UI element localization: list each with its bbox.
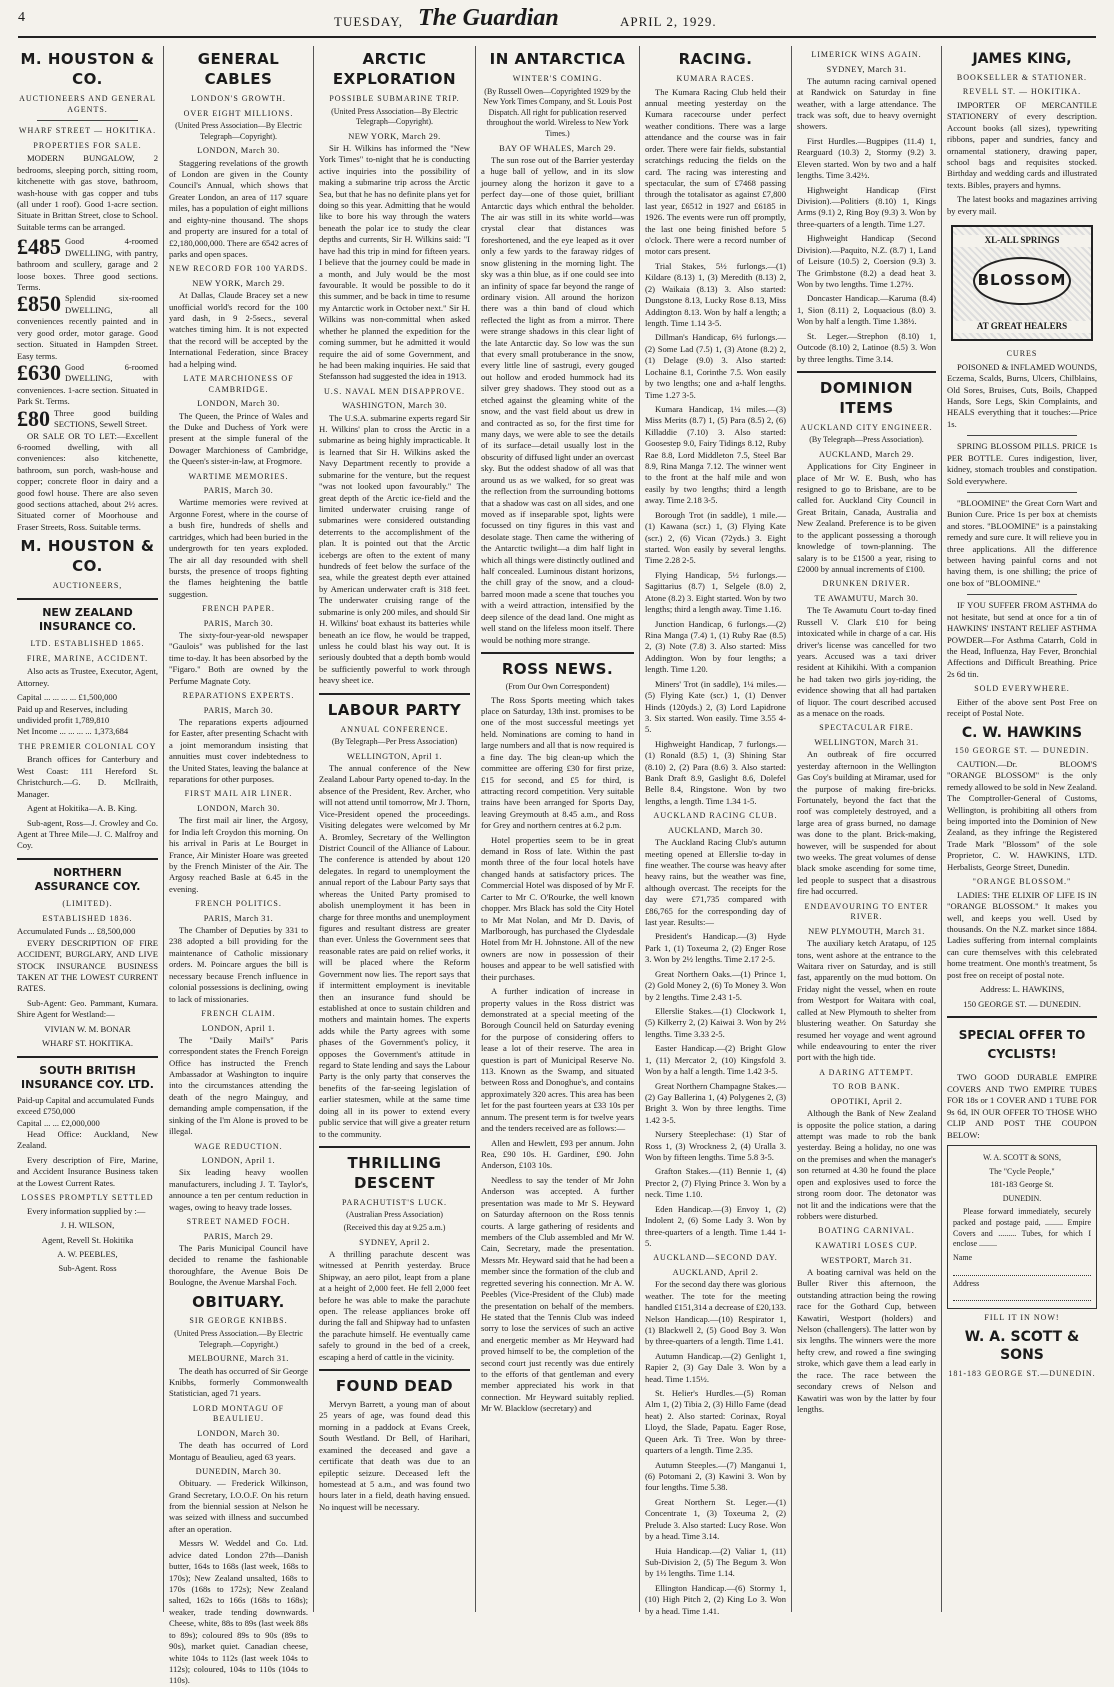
- ad-text: Accumulated Funds ... £8,500,000: [17, 926, 136, 937]
- ad-heading: M. HOUSTON & CO.: [20, 50, 155, 88]
- ad-text: POISONED & INFLAMED WOUNDS, Eczema, Scalds, Burns, Ulcers, Chilblains, Old Sores, Bruises, Cuts, Boils, Chapped Hands, Sore Legs, Skin Complaints, and HEALS everything that it touches:—Price 1s.: [947, 361, 1097, 429]
- article-headline: PARACHUTIST'S LUCK.: [341, 1197, 448, 1207]
- article-dateline: LONDON, April 1.: [201, 1023, 276, 1033]
- section-heading: IN ANTARCTICA: [489, 50, 626, 68]
- column-ads-houston: [12, 46, 164, 1612]
- article-body: The annual conference of the New Zealand Labour Party opened to-day. In the absence of the President, Rev. Archer, who will not attend until tomorrow, Mr J. Thorn, Vice-President opened the proceedings. Visiting delegates were welcomed by Mr A. Bromley, Secretary of the Wellington District Council of the Alliance of Labour. The conference is attended by about 120 delegates. In regard to unemployment the annual report of the Labour Party says that whereas the United Party promised to abolish unemployment it has been in charge for three months and unemployment figures and resultant distress are greater than ever. Unless the Government sees that reasonable rates are paid on relief works, it will be placed where the Reform Government now lies. The report says that if intermittent employment is inevitable then an insurance fund should be established at once to sustain children and mothers and maintain homes. The experts adds while the Party agrees with some phases of the Government's policy, it opposes the Government's attitude in regard to State lending and says the Labour Party is the only party that conserves the benefits of the far-seeing legislation of earlier statesmen, while at the same time doing all in its power to extend every public service that will give a greater return to the community.: [319, 763, 470, 1139]
- divider: [17, 598, 158, 600]
- ad-text: Head Office: Auckland, New Zealand.: [17, 1129, 158, 1151]
- article-dateline: PARIS, March 30.: [203, 486, 274, 496]
- masthead-title: The Guardian: [418, 5, 559, 31]
- race-result: Kumara Handicap, 1¼ miles.—(3) Miss Merits (8.7) 1, (5) Para (8.5) 2, (6) Killaddie (7.10) 3. Also started: Goosestep 9.0, Fairy Tidings 8.12, Ruby Rae 8.8, Lord Middleton 7.5, Steel Bar 8.9, Rina Manga 7.12. The winner went to the front at the half mile and won easily by two lengths; third a length away. Time 2.18 3-5.: [645, 403, 786, 506]
- article-headline: ENDEAVOURING TO ENTER RIVER.: [804, 901, 929, 922]
- article-dateline: LONDON, March 30.: [197, 146, 280, 156]
- race-result: Junction Handicap, 6 furlongs.—(2) Rina Manga (7.4) 1, (1) Ruby Rae (8.5) 2, (3) Note (7.8) 3. Also started: Miss Addington. Won by four lengths; a length. Time 1.20.: [645, 618, 786, 675]
- coupon-text: The "Cycle People,": [989, 1166, 1055, 1176]
- article-headline: ANNUAL CONFERENCE.: [340, 724, 449, 734]
- article-headline: DRUNKEN DRIVER.: [822, 579, 911, 589]
- article-dateline: SYDNEY, March 31.: [826, 64, 907, 74]
- ad-listing: Good 4-roomed DWELLING, with pantry, bathroom and scullery, garage and 2 loose boxes. Three good sections. Terms.: [17, 236, 158, 293]
- ad-heading: JAMES KING,: [972, 51, 1072, 67]
- article-body: The death has occurred of Sir George Knibbs, formerly Commonwealth Statistician, aged 71 years.: [169, 1365, 308, 1399]
- column-racing: [640, 46, 792, 1616]
- column-arctic: [314, 46, 476, 1612]
- ad-text: VIVIAN W. M. BONAR: [44, 1023, 131, 1034]
- race-result: Highweight Handicap, 7 furlongs.—(1) Ronald (8.5) 1, (3) Shining Star (8.10) 2, (2) Para (8.6) 3. Also started: Bank Draft 8.9, Gaslight 8.6, Dolefel Belle 8.4, Ringstone. Won by two lengths, a length. Time 1.34 1-5.: [645, 738, 786, 806]
- article-headline: POSSIBLE SUBMARINE TRIP.: [329, 93, 460, 103]
- article-body: The Chamber of Deputies by 331 to 238 adopted a bill providing for the maintenance of Catholic missionary orders. M. Poincare argues the bill is necessary because French influence in colonial possessions is declining, owing to lack of missionaries.: [169, 925, 308, 1004]
- ad-price: £80: [17, 405, 50, 431]
- emblem-bottom-text: AT GREAT HEALERS: [953, 321, 1091, 333]
- article-credit: (By Russell Owen—Copyrighted 1929 by the New York Times Company, and St. Louis Post Dispatch. All right for publication reserved throughout the world. Wireless to New York Times.): [483, 86, 632, 139]
- ad-text: FIRE, MARINE, ACCIDENT.: [26, 653, 149, 663]
- article-dateline: AUCKLAND, April 2.: [672, 1268, 759, 1278]
- ad-listing: OR SALE OR TO LET:—Excellent 6-roomed dwelling, with all conveniences: also kitchenette, bathroom, sun porch, wash-house and copper; concrete floor in dairy and a good fowl house. There are also seven good sections attached, about 2½ acres. Situated corner of Moorhouse and Fraser Streets, Ross. Suitable terms.: [17, 430, 158, 532]
- article-dateline: WELLINGTON, March 31.: [814, 738, 919, 748]
- article-headline: WARTIME MEMORIES.: [188, 471, 289, 481]
- orange-blossom-emblem: [951, 225, 1093, 341]
- article-body: Sir H. Wilkins has informed the "New York Times" to-night that he is conducting active inquiries into the possibility of making a submarine trip across the Arctic Sea, but that he has no definite plans yet for doing so this year. Admitting that he would like to bore his way through the waters beneath the polar ice to study the clear depths and currents, Sir H. Wilkins said: "I have had this trip in mind for fifteen years. I believe that the journey could be made in a month, and July would be the most favourable. It would be possible to do it this summer, and be back in time to resume my Antarctic work in October next." Sir H. Wilkins was non-committal when asked whether he planned the expedition for the coming summer, but he admitted it would require the aid of some Government, and he had been making inquiries. He said that Stefansson had suggested the idea in 1913.: [319, 142, 470, 382]
- ad-text: BOOKSELLER & STATIONER.: [956, 72, 1088, 82]
- ad-text: Paid-up Capital and accumulated Funds exceed £750,000: [17, 1094, 154, 1117]
- ad-text: 181-183 GEORGE ST.—DUNEDIN.: [948, 1369, 1096, 1379]
- article-body: The first mail air liner, the Argosy, for India left Croydon this morning. On his arrival in Paris at Le Bourget in France, Air Minister Hoare was greeted by the French Minister of the Air. The Argosy reached Basle at 6.45 in the evening.: [169, 815, 308, 894]
- article-dateline: MELBOURNE, March 31.: [188, 1354, 289, 1364]
- divider: [17, 858, 158, 860]
- ad-text: Either of the above sent Post Free on receipt of Postal Note.: [947, 696, 1097, 719]
- divider: [319, 1146, 470, 1148]
- article-credit: (United Press Association.—By Electric Telegraph.—Copyright.): [174, 1329, 303, 1349]
- article-body: Applications for City Engineer in place of Mr W. E. Bush, who has resigned to go to Brisbane, are to be called for. Auckland City Council in Great Britain, Canada, Australia and New Zealand. Preference is to be given to the applicant possessing a thorough knowledge of town-planning. The salary is to be £1500 a year, rising to £2000 by annual increments of £100.: [797, 461, 936, 575]
- coupon[interactable]: [947, 1145, 1097, 1309]
- ad-listing: MODERN BUNGALOW, 2 bedrooms, sleeping porch, sitting room, kitchenette with gas stove, bathroom, wash-house with gas copper and tubs (all under 1 roof). Good 1-acre section. Situate in Brittan Street, close to School. Suitable terms can be arranged.: [17, 153, 158, 232]
- article-body: The "Daily Mail's" Paris correspondent states the French Foreign Office has instructed the French Ambassador at Washington to inquire into the circumstances attending the death of the negro Mainguy, and demanding ample compensation, if the sinking of the I'm Alone is proved to be illegal.: [169, 1034, 308, 1137]
- article-body: The U.S.A. submarine experts regard Sir H. Wilkins' plan to cross the Arctic in a submarine as being highly impracticable. It is learned that Sir H. Wilkins asked the Navy Department recently to provide a submarine for the venture, but the request "was not looked upon favourably." The great depth of the Arctic ice-field and the limited underwater cruising range of submarines were considered outstanding deterrents to the accomplishment of the plan. It is pointed out that the Arctic icebergs are often to the extent of many hundreds of feet below the surface of the sea, while the greatest depth ever attained by American underwater craft is 318 feet. The underwater cruising range of the submarine is only 200 miles, and should Sir H. Wilkins' boat exhaust its batteries while beneath an ice flow, he would be trapped, unless he could blast his way out. It is seriously doubted that a depth bomb would be sufficiently powerful to work through heavy sheet ice.: [319, 412, 470, 686]
- masthead: [18, 4, 1096, 38]
- divider: [967, 435, 1077, 436]
- divider: [967, 492, 1077, 493]
- section-heading: OBITUARY.: [192, 1292, 285, 1311]
- ad-text: Also acts as Trustee, Executor, Agent, Attorney.: [17, 666, 158, 688]
- ad-listing: Three good building SECTIONS, Sewell Street.: [54, 407, 158, 430]
- ad-text: Capital ... ... £2,000,000: [17, 1117, 100, 1128]
- section-heading: RACING.: [678, 50, 753, 68]
- section-heading: ARCTIC EXPLORATION: [332, 50, 457, 88]
- coupon-address-field[interactable]: [953, 1289, 1091, 1301]
- column-ads-right: [942, 46, 1102, 1612]
- ad-price: £850: [17, 291, 61, 317]
- race-result: Trial Stakes, 5½ furlongs.—(1) Kildare (8.13) 1, (3) Meredith (8.13) 2, (2) Waikaia (8.13) 3. Also started: Dungstone 8.13, Lucky Rose 8.13, Miss Addington 8.13. Won by half a length; a length. Time 1.14 3-5.: [645, 260, 786, 328]
- article-body: At Dallas, Claude Bracey set a new unofficial world's record for the 100 yard dash, in 9 2-5secs., several watches timing him. It is not expected that the record will be accepted by the International Federation, since Bracey had a helping wind.: [169, 290, 308, 369]
- ad-heading: NEW ZEALAND INSURANCE CO.: [38, 605, 137, 634]
- article-body: Mervyn Barrett, a young man of about 25 years of age, was found dead this morning in a paddock at Evans Creek, South Westland. Dr Bell, of Harihari, examined the deceased and gave a certificate that death was due to an epileptic seizure. Deceased left the homestead at 5 a.m., and was found two hours later in a field, death having ensued. No inquest will be necessary.: [319, 1399, 470, 1512]
- column-dominion: [792, 46, 942, 1612]
- emblem-blossom-text: BLOSSOM: [973, 257, 1071, 305]
- ad-text: J. H. WILSON,: [60, 1220, 115, 1231]
- coupon-text: Please forward immediately, securely packed and postage paid, ......... Empire Covers and ......... Tubes, for which I enclose .........: [953, 1207, 1091, 1249]
- ad-listing: Splendid six-roomed DWELLING, all conveniences recently painted and in very good order, motor garage. Good section. Situated in Hampden Street. Easy terms.: [17, 293, 158, 361]
- article-headline: FRENCH CLAIM.: [201, 1008, 276, 1018]
- article-dateline: NEW YORK, March 29.: [192, 278, 285, 288]
- ad-text: Paid up and Reserves, including undivided profit 1,789,810: [17, 703, 128, 725]
- article-credit: (United Press Association—By Electric Telegraph—Copyright).: [331, 106, 458, 127]
- ad-price: £630: [17, 359, 61, 385]
- article-body: Obituary. — Frederick Wilkinson, Grand Secretary, I.O.O.F. On his return from the biennial session at Nelson he was seized with illness and succumbed after an operation.: [169, 1478, 308, 1534]
- article-body: The reparations experts adjourned for Easter, after presenting Schacht with a joint memorandum insisting that annuities must cover indebtedness to the United States, leaving the balance at reparations for other purposes.: [169, 716, 308, 785]
- coupon-address-label: Address: [953, 1278, 980, 1288]
- page-number: 4: [18, 10, 26, 25]
- article-headline: LATE MARCHIONESS OF CAMBRIDGE.: [183, 374, 294, 394]
- ad-subheading: CURES: [1006, 349, 1038, 359]
- article-dateline: AUCKLAND, March 29.: [818, 450, 915, 460]
- article-body: The auxiliary ketch Aratapu, of 125 tons, went ashore at the entrance to the Waitara river on Saturday, and is still fast, apparently on the mud bottom. On Friday night the vessel, when en route from Westport for Waitara with coal, called at New Plymouth to shelter from blustering weather. On Saturday she resumed her voyage and went aground while endeavouring to enter the river port with the high tide.: [797, 938, 936, 1063]
- ad-text: Address: L. HAWKINS,: [979, 984, 1065, 995]
- article-headline: REPARATIONS EXPERTS.: [182, 691, 295, 701]
- ad-heading: C. W. HAWKINS: [961, 724, 1083, 741]
- article-body: Needless to say the tender of Mr John Anderson was accepted. A further presentation was made to Mr S. Heyward on Saturday afternoon on the Ross tennis courts. A large gathering of residents and members of the Club assembled and Mr W. Cain, Secretary, made the presentation. Messrs Mr. Heyward said that he had been a member since the formation of the club and regretted severing his connection. Mr A. W. Peebles (Vice-President of the Club) made the presentation on behalf of the members. He stated that the Tennis Club was indeed sorry to lose the services of such an active and energetic member as Mr Heyward had proved himself to be, the completion of the second court just recently was due entirely to the efforts of that gentleman and every member appreciated his work in that connection. Mr Heyward suitably replied. Mr W. Blacklow (secretary) and: [481, 1174, 634, 1414]
- ad-text: SPRING BLOSSOM PILLS. PRICE 1s PER BOTTLE. Cures indigestion, liver, kidney, stomach troubles and constipation. Sold everywhere.: [947, 441, 1097, 486]
- ad-text: Sub-agent, Ross—J. Crowley and Co. Agent at Three Mile—J. C. Malfroy and Coy.: [17, 817, 158, 851]
- ad-text: Agent, Revell St. Hokitika: [41, 1234, 134, 1245]
- section-heading: ROSS NEWS.: [501, 660, 614, 678]
- ad-text: EVERY DESCRIPTION OF FIRE ACCIDENT, BURGLARY, AND LIVE STOCK INSURANCE BUSINESS TAKEN AT THE LOWEST CURRENT RATES.: [17, 937, 158, 994]
- race-result: Nursery Steeplechase: (1) Star of Ross 1, (3) Wrockness 2, (4) Uralla 3. Won by fifteen lengths. Time 5.8 3-5.: [645, 1129, 786, 1163]
- columns: [12, 46, 1102, 1686]
- article-headline: SIR GEORGE KNIBBS.: [189, 1316, 288, 1326]
- article-headline: TO ROB BANK.: [832, 1082, 901, 1092]
- ad-text: Every description of Fire, Marine, and Accident Insurance Business taken at the Lowest Current Rates.: [17, 1154, 158, 1188]
- section-heading: LABOUR PARTY: [327, 700, 462, 719]
- column-general-cables: [164, 46, 314, 1686]
- race-result: Huia Handicap.—(2) Valiar 1, (11) Sub-Division 2, (5) The Begum 3. Won by 1½ lengths. Time 1.14.: [645, 1545, 786, 1579]
- divider: [319, 693, 470, 695]
- ad-text: WHARF STREET — HOKITIKA.: [18, 126, 157, 136]
- ad-text: Sub-Agent. Ross: [58, 1263, 117, 1274]
- ad-text: Agent at Hokitika—A. B. King.: [27, 803, 138, 814]
- ad-text: CAUTION.—Dr. BLOOM'S "ORANGE BLOSSOM" is the only remedy allowed to be sold in New Zealand. The Comptroller-General of Customs, Wellington, is prohibiting all others from being imported into the Dominion of New Zealand, as they infringe the Registered Trade Mark "Blossom" of the sole Proprietor, C. W. HAWKINS, LTD. Herbalists, George Street, Dunedin.: [947, 758, 1097, 872]
- ad-text: 150 GEORGE ST. — DUNEDIN.: [963, 998, 1081, 1009]
- race-result: Great Northern St. Leger.—(1) Concentrate 1, (3) Toxeuma 2, (2) Prelude 3. Also started: Lucy Rose. Won by a head. Time 3.14.: [645, 1496, 786, 1542]
- ad-text: AUCTIONEERS AND GENERAL AGENTS.: [19, 93, 156, 114]
- article-body: Staggering revelations of the growth of London are given in the County Council's Annual, which shows that Greater London, an area of 117 square miles, has a population of eight millions and eighty-nine thousand. The shops and property are insured for a total of £2,180,000,000. There are 6542 acres of parks and open spaces.: [169, 157, 308, 259]
- article-headline: LONDON'S GROWTH.: [191, 93, 286, 103]
- article-dateline: NEW PLYMOUTH, March 31.: [808, 926, 925, 936]
- column-antarctica: [476, 46, 640, 1612]
- article-body: The Paris Municipal Council have decided to rename the fashionable thoroughfare, the Avenue Bois De Boulogne, the Avenue Marshal Foch.: [169, 1242, 308, 1288]
- ad-text: REVELL ST. — HOKITIKA.: [962, 87, 1082, 97]
- article-credit: (From Our Own Correspondent): [505, 681, 610, 691]
- ad-text: (LIMITED).: [62, 899, 113, 909]
- article-headline: WINTER'S COMING.: [512, 73, 603, 83]
- section-heading: DOMINION ITEMS: [819, 378, 914, 417]
- article-headline: KUMARA RACES.: [676, 73, 755, 83]
- race-result: Grafton Stakes.—(11) Bennie 1, (4) Prector 2, (7) Flying Prince 3. Won by a neck. Time 1.10.: [645, 1166, 786, 1200]
- article-headline: NEW RECORD FOR 100 YARDS.: [169, 264, 309, 274]
- article-headline: STREET NAMED FOCH.: [186, 1217, 291, 1227]
- article-body: The Te Awamutu Court to-day fined Russell V. Clark £10 for being intoxicated while in charge of a car. His driver's license was cancelled for two years. Accused was a taxi driver resident at Kihikihi. With a companion he had taken two girls joy-riding, the evidence showing that all had partaken of liquor. The court described accused as a menace on the roads.: [797, 605, 936, 719]
- divider: [17, 1056, 158, 1058]
- article-body: A thrilling parachute descent was witnessed at Penrith yesterday. Bruce Shipway, an aero pilot, leapt from a plane at a height of 2,000 feet. He fell 2,000 feet before he was able to make the parachute open. The release appliances broke off during the fall and Shipway had to unfasten the parachute himself. He eventually came safely to ground in the bed of a creek, escaping a herd of cattle in the vicinity.: [319, 1248, 470, 1362]
- divider: [947, 1016, 1097, 1018]
- article-body: Six leading heavy woollen manufacturers, including J. T. Taylor's, announce a ten per centum reduction in wages, owing to heavy trade losses.: [169, 1167, 308, 1212]
- article-dateline: TE AWAMUTU, March 30.: [814, 594, 919, 604]
- race-result: Highweight Handicap (First Division).—Politiers (8.10) 1, Kings Arms (9.1) 2, Ring Boy (9.3) 3. Won by three-quarters of a length. Time 1.27.: [797, 184, 936, 229]
- race-result: Great Northern Champagne Stakes.—(2) Gay Ballerina 1, (4) Polygenes 2, (3) Bright 3. Won by three lengths. Time 1.42 3-5.: [645, 1080, 786, 1125]
- race-result: Eden Handicap.—(3) Envoy 1, (2) Indolent 2, (6) Some Lady 3. Won by three-quarters of a length. Time 1.44 1-5.: [645, 1203, 786, 1249]
- ad-heading: NORTHERN ASSURANCE COY.: [34, 865, 141, 894]
- article-credit: (Australian Press Association): [346, 1210, 443, 1220]
- ad-text: The latest books and magazines arriving by every mail.: [947, 194, 1097, 216]
- ad-text: Sub-Agent: Geo. Pammant, Kumara. Shire Agent for Westland:—: [17, 997, 158, 1020]
- article-dateline: OPOTIKI, April 2.: [830, 1097, 903, 1107]
- ad-text: A. W. PEEBLES,: [57, 1249, 118, 1260]
- ad-text: Capital ... ... ... ... £1,500,000: [17, 692, 118, 703]
- divider: [967, 594, 1077, 595]
- article-dateline: LONDON, April 1.: [201, 1156, 276, 1166]
- race-result: Great Northern Oaks.—(1) Prince 1, (2) Gold Money 2, (6) To Money 3. Won by 2 lengths. Time 2.43 1-5.: [645, 968, 786, 1002]
- article-body: The Auckland Racing Club's autumn meeting opened at Ellerslie to-day in fine weather. The course was heavy after heavy rains, but the weather was fine, although overcast. The receipts for the day were £71,735 compared with £86,765 for the corresponding day of last year. Results:—: [645, 837, 786, 928]
- race-result: Borough Trot (in saddle), 1 mile.—(1) Kawana (scr.) 1, (3) Flying Kate (scr.) 2, (6) Vican (72yds.) 3. Eight started. Won easily by several lengths. Time 2.28 2-5.: [645, 509, 786, 566]
- article-headline: U.S. NAVAL MEN DISAPPROVE.: [324, 386, 465, 396]
- article-dateline: PARIS, March 30.: [203, 618, 274, 628]
- article-dateline: PARIS, March 29.: [203, 1231, 274, 1241]
- article-body: The Kumara Racing Club held their annual meeting yesterday on the Kumara racecourse under perfect weather conditions. There was a large attendance and the course was in fair order. There were fair fields, substantial scratchings reducing the fields on the card. The racing was interesting and spectacular, the sum of £7468 passing through the totalisator as against £7,800 last year, £6512 in 1927 and £6185 in 1926. The events were run off promptly, the last one being finished before 5 o'clock. There were a record number of motor cars present.: [645, 86, 786, 257]
- article-body: The death has occurred of Lord Montagu of Beaulieu, aged 63 years.: [169, 1440, 308, 1462]
- coupon-company: W. A. SCOTT & SONS,: [982, 1152, 1062, 1162]
- ad-text: SOLD EVERYWHERE.: [974, 684, 1070, 694]
- article-headline: FRENCH PAPER.: [202, 604, 275, 614]
- article-dateline: BAY OF WHALES, March 29.: [499, 143, 616, 153]
- article-headline: FRENCH POLITICS.: [195, 899, 282, 909]
- article-body: Hotel properties seem to be in great demand in Ross of late. Within the past month three of the four local hotels have changed hands at satisfactory prices. The Commercial Hotel was disposed of by Mr F. Carter to Mr C. O'Rourke, the well known chopper. Mrs Black has sold the City Hotel to Mr Mat Nolan, and Mr D. Davis, of Marlborough, has purchased the Clydesdale Hotel from Mr H. Johnstone. All of the new owners are now in possession of their houses and appear to be well satisfied with their purchases.: [481, 834, 634, 982]
- article-credit: (By Telegraph—Per Press Association): [331, 737, 458, 747]
- article-body: The Queen, the Prince of Wales and the Duke and Duchess of York were present at the simple funeral of the Dowager Marchioness of Cambridge, the Queen's sister-in-law, at Frogmore.: [169, 410, 308, 467]
- article-headline: SPECTACULAR FIRE.: [819, 723, 914, 733]
- section-heading: GENERAL CABLES: [197, 50, 280, 88]
- article-credit: (Received this day at 9.25 a.m.): [343, 1223, 446, 1233]
- emblem-top-text: XL-ALL SPRINGS: [953, 235, 1091, 247]
- race-result: Dillman's Handicap, 6½ furlongs.—(2) Some Lad (7.5) 1, (3) Atone (8.2) 2, (1) Delage (9.0) 3. Also started: Lochaine 8.1, Corinthe 7.5. Won easily by two lengths; one and a-half lengths. Time 1.27 3-5.: [645, 332, 786, 400]
- race-result: Ellerslie Stakes.—(1) Clockwork 1, (5) Kilkerry 2, (2) Kaiwai 3. Won by 2½ lengths. Time 3.33 2-5.: [645, 1006, 786, 1039]
- section-heading: FOUND DEAD: [335, 1377, 454, 1396]
- ad-text: AUCTIONEERS,: [52, 581, 123, 591]
- article-credit: (United Press Association—By Electric Telegraph—Copyright).: [175, 121, 302, 141]
- ad-text: FILL IT IN NOW!: [984, 1313, 1060, 1323]
- ad-price: £485: [17, 234, 61, 260]
- ad-text: Net Income ... ... ... ... 1,373,684: [17, 726, 129, 737]
- article-headline: KAWATIRI LOSES CUP.: [815, 1241, 918, 1251]
- ad-subheading: PROPERTIES FOR SALE.: [33, 140, 142, 150]
- article-body: A further indication of increase in property values in the Ross district was demonstrated at a special meeting of the Borough Council held on Saturday evening for the purpose of considering offers to lease a lot of their reserve. The area in question is part of Municipal Reserve No. 113. Known as the Swamp, and situated between Ross and Donoghue's, and contains approximately 320 acres. This area has been let for the past fourteen years at £33 10s per annum. The present term is for twelve years and the tenders received are as follows:—: [481, 986, 634, 1134]
- article-headline: LIMERICK WINS AGAIN.: [811, 50, 922, 59]
- article-headline: AUCKLAND—SECOND DAY.: [653, 1253, 778, 1263]
- race-result: Autumn Steeples.—(7) Manganui 1, (6) Potomani 2, (3) Kawini 3. Won by four lengths. Time 5.38.: [645, 1459, 786, 1493]
- race-result: St. Leger.—Strephon (8.10) 1, Outcode (8.10) 2, Latinoe (8.5) 3. Won by three lengths. Time 3.14.: [797, 330, 936, 364]
- divider: [37, 120, 138, 121]
- ad-heading: W. A. SCOTT & SONS: [964, 1328, 1080, 1364]
- ad-text: LTD. ESTABLISHED 1865.: [30, 639, 145, 649]
- ad-text: TWO GOOD DURABLE EMPIRE COVERS AND TWO EMPIRE TUBES FOR 18s or 1 COVER AND 1 TUBE FOR 9s 6d, IN OUR OFFER TO THOSE WHO CLIP AND POST THE COUPON BELOW:: [947, 1072, 1097, 1140]
- article-body: An outbreak of fire occurred yesterday afternoon in the Wellington Gas Coy's building at Miramar, used for the purpose of making fire-bricks. Fortunately, beyond the fact that the roof was completely destroyed, and a large area of grass burned, no damage was done to the plant. Brick-making, however, will be suspended for about two weeks. The great volumes of dense black smoke ascending for some time, led people to suspect that a disastrous fire had occurred.: [797, 749, 936, 897]
- article-body: The autumn racing carnival opened at Randwick on Saturday in fine weather, with a large attendance. The track was soft, due to heavy overnight showers.: [797, 75, 936, 132]
- section-heading: THRILLING DESCENT: [347, 1153, 442, 1192]
- article-body: A boating carnival was held on the Buller River this afternoon, the outstanding attraction being the rowing race for the Gothard Cup, between Kawatiri, Westport (holders) and Nelson (challengers). The latter won by six lengths. The winners were the more hefty crew, and rowed a fine swinging stroke, which gave them a lead early in the race. The race between the secondary crews of Nelson and Kawatiri was won by the latter by four lengths.: [797, 1266, 936, 1414]
- race-result: First Hurdles.—Bugpipes (11.4) 1, Rearguard (10.3) 2, Stormy (9.2) 3. Eleven started. Won by two and a half lengths. Time 3.42½.: [797, 135, 936, 181]
- article-dateline: WELLINGTON, April 1.: [347, 751, 442, 761]
- article-dateline: LONDON, March 30.: [197, 399, 280, 409]
- ad-text: ESTABLISHED 1836.: [42, 913, 133, 923]
- ad-text: Branch offices for Canterbury and West Coast: 111 Hereford St. Christchurch.—G. D. McIlraith, Manager.: [17, 754, 158, 799]
- ad-listing: Good 6-roomed DWELLING, with conveniences. 1-acre section. Situated in Park St. Terms.: [17, 361, 158, 407]
- article-dateline: WASHINGTON, March 30.: [342, 401, 447, 411]
- article-dateline: DUNEDIN, March 30.: [195, 1467, 282, 1477]
- ad-text: 150 GEORGE ST. — DUNEDIN.: [954, 746, 1090, 756]
- coupon-text: DUNEDIN.: [1002, 1193, 1042, 1203]
- article-dateline: LONDON, March 30.: [197, 1429, 280, 1439]
- ad-heading: SOUTH BRITISH INSURANCE COY. LTD.: [21, 1063, 154, 1092]
- race-result: Doncaster Handicap.—Karuma (8.4) 1, Sion (8.11) 2, Loquacious (8.0) 3. Won by half a length. Time 1.38½.: [797, 293, 936, 327]
- article-dateline: PARIS, March 31.: [203, 913, 274, 923]
- ad-heading: SPECIAL OFFER TO CYCLISTS!: [958, 1028, 1086, 1062]
- article-headline: LORD MONTAGU OF BEAULIEU.: [192, 1403, 285, 1424]
- article-headline: BOATING CARNIVAL.: [818, 1226, 915, 1236]
- ad-text: THE PREMIER COLONIAL COY: [18, 741, 157, 751]
- article-dateline: WESTPORT, March 31.: [820, 1255, 913, 1265]
- ad-heading: M. HOUSTON & CO.: [20, 537, 155, 576]
- divider: [797, 371, 936, 373]
- ad-text: IF YOU SUFFER FROM ASTHMA do not hesitate, but send at once for a tin of HAWKINS' INSTANT RELIEF ASTHMA POWDER—For Asthma Catarrh, Cold in the Head, Influenza, Hay Fever, Bronchial Affections and Difficult Breathing. Price 2s 6d tin.: [947, 600, 1097, 679]
- article-body: The sun rose out of the Barrier yesterday a huge ball of yellow, and in its slow journey along the horizon it gave to a perfect day—one of those quiet, brilliant Antarctic days which enthral the beholder. The air was still in its white world—was crystal clear that distances was foreshortened, and the eye leaped as it over only a few yards to the faraway ridges of snow glistening in the morning light. The sky was a thin blue, as if one could see into an infinity of space far beyond the range of ordinary vision. All around the horizon there was a thin band of cloud which reflected the light as from a mirror. There were strange shadows in this clear light of the late Antarctic day. So low was the sun that every small protuberance in the snow, every little line of sastrugi, every gouged out hollow and eroded hummock had its silver grey shadows. They stood out as a etched against the gleaming white of the snow, and the vast field about us drew in and contracted as so, for the first time for many days, we were able to see the details of its surface—detail usually lost in the obscurity of diffused light under an overcast sky. But the oddest shadow of all was that around us as we walked, for so great was the reflection from the surrounding bottoms that a shadow was cast on all sides, and one moved as if inseparable spot, lights were focussed on tiny figures in this vast and desolate stage. Then came the withering of the Antarctic twilight—a dim half light in which all things were distinctly outlined and half concealed. Luminous distant horizons, the chill gray of the snow, and a cloud-barred moon made a scene that touches you with a weird attraction, intensified by the deep silence of the dead land. One might as well stand on the lifeless moon itself. There would be nothing more strange.: [481, 154, 634, 645]
- race-result: Autumn Handicap.—(2) Genlight 1, Rapier 2, (3) Gay Dale 3. Won by a head. Time 1.15½.: [645, 1350, 786, 1384]
- article-body: The Ross Sports meeting which takes place on Saturday, 13th inst. promises to be one of the most successful meetings yet held. Nominations are coming to hand in large numbers and all that is now required is a fine day. The big clean-up which the committee are offering £30 for first prize, £15 for second, and £5 for third, is attracting record competition. Very suitable trains have been arranged for Sports Day, leaving Greymouth at 8.45 a.m., and Ross for Grey and northern centres at 6.2 p.m.: [481, 694, 634, 831]
- article-dateline: PARIS, March 30.: [203, 705, 274, 715]
- race-result: President's Handicap.—(3) Hyde Park 1, (1) Toxeuma 2, (2) Enger Rose 3. Won by 2½ lengths. Time 2.17 2-5.: [645, 931, 786, 965]
- masthead-date: APRIL 2, 1929.: [620, 14, 717, 29]
- ad-subheading: "ORANGE BLOSSOM.": [972, 877, 1072, 887]
- divider: [481, 652, 634, 654]
- ad-text: LADIES: THE ELIXIR OF LIFE IS IN "ORANGE BLOSSOM." It makes you well, and keeps you well. Used by thousands. On the N.Z. market since 1884. Ladies suffering from internal complaints can cure themselves with this celebrated home treatment. One month's treatment, 5s post free on receipt of postal note.: [947, 889, 1097, 980]
- race-result: St. Helier's Hurdles.—(5) Roman Alm 1, (2) Tibia 2, (3) Hillo Fame (dead heat) 2. Also started: Corinax, Royal Lloyd, the Slade, Papatu. Eager Rose, Queen Ark. Ti Tree. Won by three-quarters of a length. Time 2.35.: [645, 1388, 786, 1456]
- race-result: Easter Handicap.—(2) Bright Glow 1, (11) Mercator 2, (10) Kingsfold 3. Won by a half a length. Time 1.42 3-5.: [645, 1043, 786, 1077]
- race-result: Highweight Handicap (Second Division).—Paquito, N.Z. (8.7) 1, Land of Leisure (10.5) 2, Coersion (9.3) 3. The Grimbstone (8.2) a dead heat 3. Won by two lengths. Time 1.27½.: [797, 233, 936, 289]
- coupon-name-field[interactable]: [953, 1264, 1091, 1276]
- coupon-name-label: Name: [953, 1252, 973, 1262]
- article-body: Wartime memories were revived at Argonne Forest, where in the course of a bush fire, hundreds of shells and cartridges, which had been buried in the undergrowth for ten years exploded. The air all day resounded with shell bursts, the presence of troops fighting the flames heightening the battle suggestion.: [169, 497, 308, 599]
- ad-text: "BLOOMINE" the Great Corn Wart and Bunion Cure. Price 1s per box at chemists and stores. "BLOOMINE" is a painstaking remedy and sure cure. It will relieve you in three applications. All the difference between having painful corns and not having them, is one shilling; the price of one box of "BLOOMINE.": [947, 497, 1097, 588]
- article-dateline: NEW YORK, March 29.: [348, 131, 441, 141]
- article-dateline: LONDON, March 30.: [197, 804, 280, 814]
- ad-text: LOSSES PROMPTLY SETTLED: [21, 1193, 154, 1203]
- article-headline: OVER EIGHT MILLIONS.: [183, 108, 294, 118]
- article-body: Although the Bank of New Zealand is opposite the police station, a daring attempt was made to rob the bank yesterday. Being a holiday, no one was on the premises and when the manager's son returned at 4.30 he found the place open and explosives used to force the strong room door. The detonator was not lit and the indications were that the robbers were disturbed.: [797, 1108, 936, 1222]
- race-result: Ellington Handicap.—(6) Stormy 1, (10) High Pitch 2, (2) King Lo 3. Won by a head. Time 1.41.: [645, 1582, 786, 1616]
- article-headline: AUCKLAND CITY ENGINEER.: [800, 422, 933, 432]
- coupon-text: 181-183 George St.: [990, 1180, 1054, 1190]
- article-headline: A DARING ATTEMPT.: [819, 1067, 914, 1077]
- article-headline: AUCKLAND RACING CLUB.: [653, 811, 778, 821]
- race-result: Miners' Trot (in saddle), 1¼ miles.—(5) Flying Kate (scr.) 1, (1) Denver Hinds (120yds.) 2, (3) Lord Lapidrone 3. Six started. Won easily. Time 3.55 4-5.: [645, 678, 786, 735]
- ad-text: IMPORTER OF MERCANTILE STATIONERY of every description. Account books (all sizes), typewriting ribbons, paper and sundries, fancy and ornamental stationery, drawing paper, school bags and requisites stocked. Birthday and wedding cards and illustrated texts. Bibles, prayers and hymns.: [947, 99, 1097, 190]
- article-credit: (By Telegraph—Press Association).: [809, 435, 924, 445]
- masthead-day: TUESDAY,: [334, 14, 404, 29]
- ad-text: WHARF ST. HOKITIKA.: [41, 1038, 134, 1049]
- article-body: Allen and Hewlett, £93 per annum. John Rea, £90 10s. H. Gardiner, £90. John Anderson, £103 10s.: [481, 1137, 634, 1171]
- article-dateline: AUCKLAND, March 30.: [667, 825, 764, 835]
- article-body: Messrs W. Weddel and Co. Ltd. advice dated London 27th—Danish butter, 164s to 168s (last week, 168s to 170s); New Zealand unsalted, 168s to 170s (168s to 172s); New Zealand salted, 162s to 166s (168s to 168s); weaker, trade tending downwards. Cheese, white, 88s to 89s (last week 88s to 89s); coloured 89s to 90s (89s to 90s), market quiet. Canadian cheese, white 104s to 112s (last week 104s to 112s); coloured, 104s to 110s (104s to 110s).: [169, 1538, 308, 1686]
- article-body: The sixty-four-year-old newspaper "Gaulois" was published for the last time to-day. It has been absorbed by the "Figaro." Both are owned by the Perfume Magnate Coty.: [169, 630, 308, 686]
- race-result: For the second day there was glorious weather. The tote for the meeting handled £151,314 a decrease of £20,133. Nelson Handicap.—(10) Respirator 1, (1) Blackwell 2, (5) Good Boy 3. Won by three-quarters of a length. Time 1.41.: [645, 1279, 786, 1347]
- divider: [319, 1369, 470, 1371]
- article-headline: FIRST MAIL AIR LINER.: [184, 789, 293, 799]
- article-dateline: SYDNEY, April 2.: [359, 1237, 430, 1247]
- ad-text: Every information supplied by :—: [27, 1205, 146, 1216]
- race-result: Flying Handicap, 5½ furlongs.—Sagittarius (8.7) 1, Selgele (8.0) 2, Atone (8.2) 3. Eight started. Won by two lengths; third a length away. Time 1.16.: [645, 569, 786, 615]
- article-headline: WAGE REDUCTION.: [194, 1141, 283, 1151]
